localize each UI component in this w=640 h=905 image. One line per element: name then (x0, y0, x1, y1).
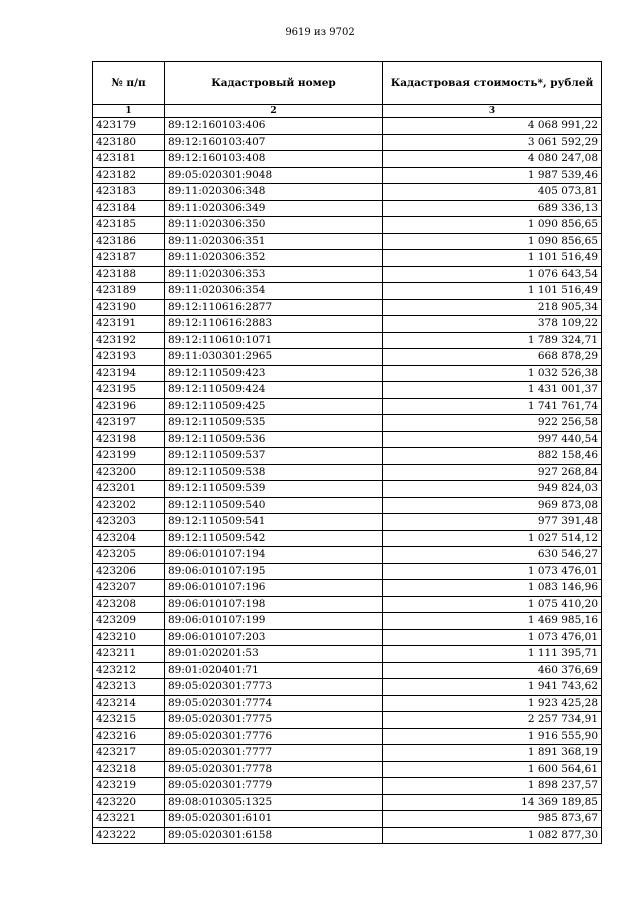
table-row (93, 184, 602, 201)
row-number-cell: 423220 (93, 794, 165, 811)
table-row (93, 217, 602, 234)
table-row (93, 464, 602, 481)
table-row (93, 662, 602, 679)
table-row (93, 316, 602, 333)
cadastral-number-cell: 89:11:020306:352 (165, 250, 383, 267)
row-number-cell: 423216 (93, 728, 165, 745)
cadastral-number-cell: 89:12:110509:537 (165, 448, 383, 465)
cadastral-number-cell: 89:11:030301:2965 (165, 349, 383, 366)
cadastral-value-cell: 668 878,29 (383, 349, 602, 366)
table-row (93, 415, 602, 432)
row-number-cell: 423195 (93, 382, 165, 399)
cadastral-number-cell: 89:12:110616:2883 (165, 316, 383, 333)
cadastral-number-cell: 89:12:110509:425 (165, 398, 383, 415)
table-row (93, 646, 602, 663)
table-row (93, 299, 602, 316)
cadastral-number-cell: 89:05:020301:7776 (165, 728, 383, 745)
table-row (93, 712, 602, 729)
cadastral-value-cell: 1 941 743,62 (383, 679, 602, 696)
cadastral-value-cell: 1 987 539,46 (383, 167, 602, 184)
cadastral-number-cell: 89:11:020306:351 (165, 233, 383, 250)
table-body (93, 118, 602, 844)
row-number-cell: 423187 (93, 250, 165, 267)
cadastral-value-cell: 1 789 324,71 (383, 332, 602, 349)
row-number-cell: 423212 (93, 662, 165, 679)
table-row (93, 761, 602, 778)
table-row (93, 349, 602, 366)
cadastral-number-cell: 89:05:020301:7777 (165, 745, 383, 762)
table-row (93, 530, 602, 547)
table-row (93, 514, 602, 531)
cadastral-number-cell: 89:08:010305:1325 (165, 794, 383, 811)
row-number-cell: 423198 (93, 431, 165, 448)
cadastral-number-cell: 89:12:110509:541 (165, 514, 383, 531)
table-row (93, 151, 602, 168)
cadastral-value-cell: 1 075 410,20 (383, 596, 602, 613)
cadastral-table (92, 61, 602, 844)
table-row (93, 431, 602, 448)
table-row (93, 266, 602, 283)
cadastral-value-cell: 1 741 761,74 (383, 398, 602, 415)
cadastral-value-cell: 405 073,81 (383, 184, 602, 201)
cadastral-value-cell: 4 080 247,08 (383, 151, 602, 168)
row-number-cell: 423182 (93, 167, 165, 184)
cadastral-number-cell: 89:12:160103:408 (165, 151, 383, 168)
row-number-cell: 423180 (93, 134, 165, 151)
row-number-cell: 423221 (93, 811, 165, 828)
cadastral-value-cell: 1 469 985,16 (383, 613, 602, 630)
row-number-cell: 423202 (93, 497, 165, 514)
page-number-header: 9619 из 9702 (285, 27, 355, 38)
cadastral-number-cell: 89:12:110616:2877 (165, 299, 383, 316)
table-row (93, 448, 602, 465)
cadastral-number-cell: 89:01:020201:53 (165, 646, 383, 663)
cadastral-number-cell: 89:12:110610:1071 (165, 332, 383, 349)
table-row (93, 728, 602, 745)
table-row (93, 134, 602, 151)
row-number-cell: 423188 (93, 266, 165, 283)
table-row (93, 167, 602, 184)
row-number-cell: 423222 (93, 827, 165, 844)
row-number-cell: 423191 (93, 316, 165, 333)
cadastral-number-cell: 89:05:020301:7774 (165, 695, 383, 712)
cadastral-number-cell: 89:12:110509:540 (165, 497, 383, 514)
cadastral-value-cell: 1 916 555,90 (383, 728, 602, 745)
cadastral-value-cell: 1 083 146,96 (383, 580, 602, 597)
table-row (93, 745, 602, 762)
cadastral-number-cell: 89:06:010107:195 (165, 563, 383, 580)
row-number-cell: 423181 (93, 151, 165, 168)
cadastral-number-cell: 89:11:020306:349 (165, 200, 383, 217)
cadastral-number-cell: 89:05:020301:7773 (165, 679, 383, 696)
cadastral-value-cell: 4 068 991,22 (383, 118, 602, 135)
header-cadastral-number: Кадастровый номер (165, 62, 383, 105)
cadastral-value-cell: 1 101 516,49 (383, 283, 602, 300)
cadastral-value-cell: 922 256,58 (383, 415, 602, 432)
row-number-cell: 423199 (93, 448, 165, 465)
header-row-number: № п/п (93, 62, 165, 105)
row-number-cell: 423207 (93, 580, 165, 597)
cadastral-number-cell: 89:05:020301:6101 (165, 811, 383, 828)
cadastral-value-cell: 1 111 395,71 (383, 646, 602, 663)
table-row (93, 233, 602, 250)
table-row (93, 481, 602, 498)
row-number-cell: 423209 (93, 613, 165, 630)
row-number-cell: 423208 (93, 596, 165, 613)
row-number-cell: 423192 (93, 332, 165, 349)
cadastral-value-cell: 14 369 189,85 (383, 794, 602, 811)
cadastral-number-cell: 89:12:110509:536 (165, 431, 383, 448)
cadastral-number-cell: 89:12:160103:406 (165, 118, 383, 135)
row-number-cell: 423183 (93, 184, 165, 201)
cadastral-number-cell: 89:12:160103:407 (165, 134, 383, 151)
row-number-cell: 423218 (93, 761, 165, 778)
table-header-row (93, 62, 602, 105)
row-number-cell: 423193 (93, 349, 165, 366)
cadastral-number-cell: 89:05:020301:7778 (165, 761, 383, 778)
row-number-cell: 423215 (93, 712, 165, 729)
cadastral-value-cell: 1 898 237,57 (383, 778, 602, 795)
row-number-cell: 423213 (93, 679, 165, 696)
row-number-cell: 423190 (93, 299, 165, 316)
column-index: 2 (165, 105, 383, 118)
row-number-cell: 423189 (93, 283, 165, 300)
table-row (93, 679, 602, 696)
table-row (93, 596, 602, 613)
cadastral-number-cell: 89:12:110509:424 (165, 382, 383, 399)
row-number-cell: 423186 (93, 233, 165, 250)
table-row (93, 778, 602, 795)
row-number-cell: 423194 (93, 365, 165, 382)
table-row (93, 827, 602, 844)
cadastral-value-cell: 1 032 526,38 (383, 365, 602, 382)
row-number-cell: 423197 (93, 415, 165, 432)
row-number-cell: 423206 (93, 563, 165, 580)
cadastral-value-cell: 689 336,13 (383, 200, 602, 217)
cadastral-value-cell: 927 268,84 (383, 464, 602, 481)
cadastral-value-cell: 949 824,03 (383, 481, 602, 498)
cadastral-number-cell: 89:12:110509:539 (165, 481, 383, 498)
cadastral-number-cell: 89:05:020301:9048 (165, 167, 383, 184)
row-number-cell: 423205 (93, 547, 165, 564)
row-number-cell: 423196 (93, 398, 165, 415)
cadastral-number-cell: 89:11:020306:353 (165, 266, 383, 283)
cadastral-number-cell: 89:11:020306:348 (165, 184, 383, 201)
cadastral-number-cell: 89:11:020306:354 (165, 283, 383, 300)
table-row (93, 563, 602, 580)
cadastral-value-cell: 1 076 643,54 (383, 266, 602, 283)
cadastral-number-cell: 89:12:110509:538 (165, 464, 383, 481)
table-row (93, 580, 602, 597)
row-number-cell: 423203 (93, 514, 165, 531)
cadastral-number-cell: 89:11:020306:350 (165, 217, 383, 234)
cadastral-value-cell: 1 431 001,37 (383, 382, 602, 399)
cadastral-number-cell: 89:05:020301:7779 (165, 778, 383, 795)
row-number-cell: 423211 (93, 646, 165, 663)
cadastral-value-cell: 1 082 877,30 (383, 827, 602, 844)
row-number-cell: 423217 (93, 745, 165, 762)
cadastral-value-cell: 1 891 368,19 (383, 745, 602, 762)
cadastral-value-cell: 460 376,69 (383, 662, 602, 679)
cadastral-number-cell: 89:12:110509:535 (165, 415, 383, 432)
table-row (93, 332, 602, 349)
row-number-cell: 423200 (93, 464, 165, 481)
table-row (93, 547, 602, 564)
cadastral-number-cell: 89:05:020301:6158 (165, 827, 383, 844)
table-row (93, 365, 602, 382)
row-number-cell: 423204 (93, 530, 165, 547)
row-number-cell: 423219 (93, 778, 165, 795)
table-row (93, 695, 602, 712)
cadastral-value-cell: 1 101 516,49 (383, 250, 602, 267)
cadastral-value-cell: 1 090 856,65 (383, 233, 602, 250)
table-row (93, 283, 602, 300)
table-row (93, 118, 602, 135)
table-row (93, 250, 602, 267)
cadastral-number-cell: 89:05:020301:7775 (165, 712, 383, 729)
column-index: 3 (383, 105, 602, 118)
cadastral-value-cell: 985 873,67 (383, 811, 602, 828)
row-number-cell: 423179 (93, 118, 165, 135)
cadastral-number-cell: 89:12:110509:423 (165, 365, 383, 382)
cadastral-value-cell: 882 158,46 (383, 448, 602, 465)
row-number-cell: 423201 (93, 481, 165, 498)
cadastral-value-cell: 969 873,08 (383, 497, 602, 514)
row-number-cell: 423185 (93, 217, 165, 234)
cadastral-value-cell: 378 109,22 (383, 316, 602, 333)
cadastral-number-cell: 89:01:020401:71 (165, 662, 383, 679)
cadastral-value-cell: 1 073 476,01 (383, 629, 602, 646)
table-row (93, 200, 602, 217)
cadastral-value-cell: 1 027 514,12 (383, 530, 602, 547)
table-row (93, 382, 602, 399)
cadastral-number-cell: 89:12:110509:542 (165, 530, 383, 547)
cadastral-value-cell: 1 090 856,65 (383, 217, 602, 234)
cadastral-value-cell: 997 440,54 (383, 431, 602, 448)
table-row (93, 811, 602, 828)
cadastral-value-cell: 1 073 476,01 (383, 563, 602, 580)
cadastral-value-cell: 977 391,48 (383, 514, 602, 531)
cadastral-number-cell: 89:06:010107:203 (165, 629, 383, 646)
table-row (93, 629, 602, 646)
table-row (93, 398, 602, 415)
row-number-cell: 423184 (93, 200, 165, 217)
cadastral-value-cell: 630 546,27 (383, 547, 602, 564)
cadastral-value-cell: 1 600 564,61 (383, 761, 602, 778)
row-number-cell: 423210 (93, 629, 165, 646)
cadastral-number-cell: 89:06:010107:199 (165, 613, 383, 630)
cadastral-value-cell: 218 905,34 (383, 299, 602, 316)
header-cadastral-value: Кадастровая стоимость*, рублей (383, 62, 602, 105)
row-number-cell: 423214 (93, 695, 165, 712)
cadastral-number-cell: 89:06:010107:198 (165, 596, 383, 613)
table-row (93, 613, 602, 630)
cadastral-value-cell: 2 257 734,91 (383, 712, 602, 729)
column-index-row (93, 105, 602, 118)
table-row (93, 497, 602, 514)
column-index: 1 (93, 105, 165, 118)
cadastral-value-cell: 1 923 425,28 (383, 695, 602, 712)
table-row (93, 794, 602, 811)
cadastral-number-cell: 89:06:010107:194 (165, 547, 383, 564)
cadastral-number-cell: 89:06:010107:196 (165, 580, 383, 597)
cadastral-value-cell: 3 061 592,29 (383, 134, 602, 151)
